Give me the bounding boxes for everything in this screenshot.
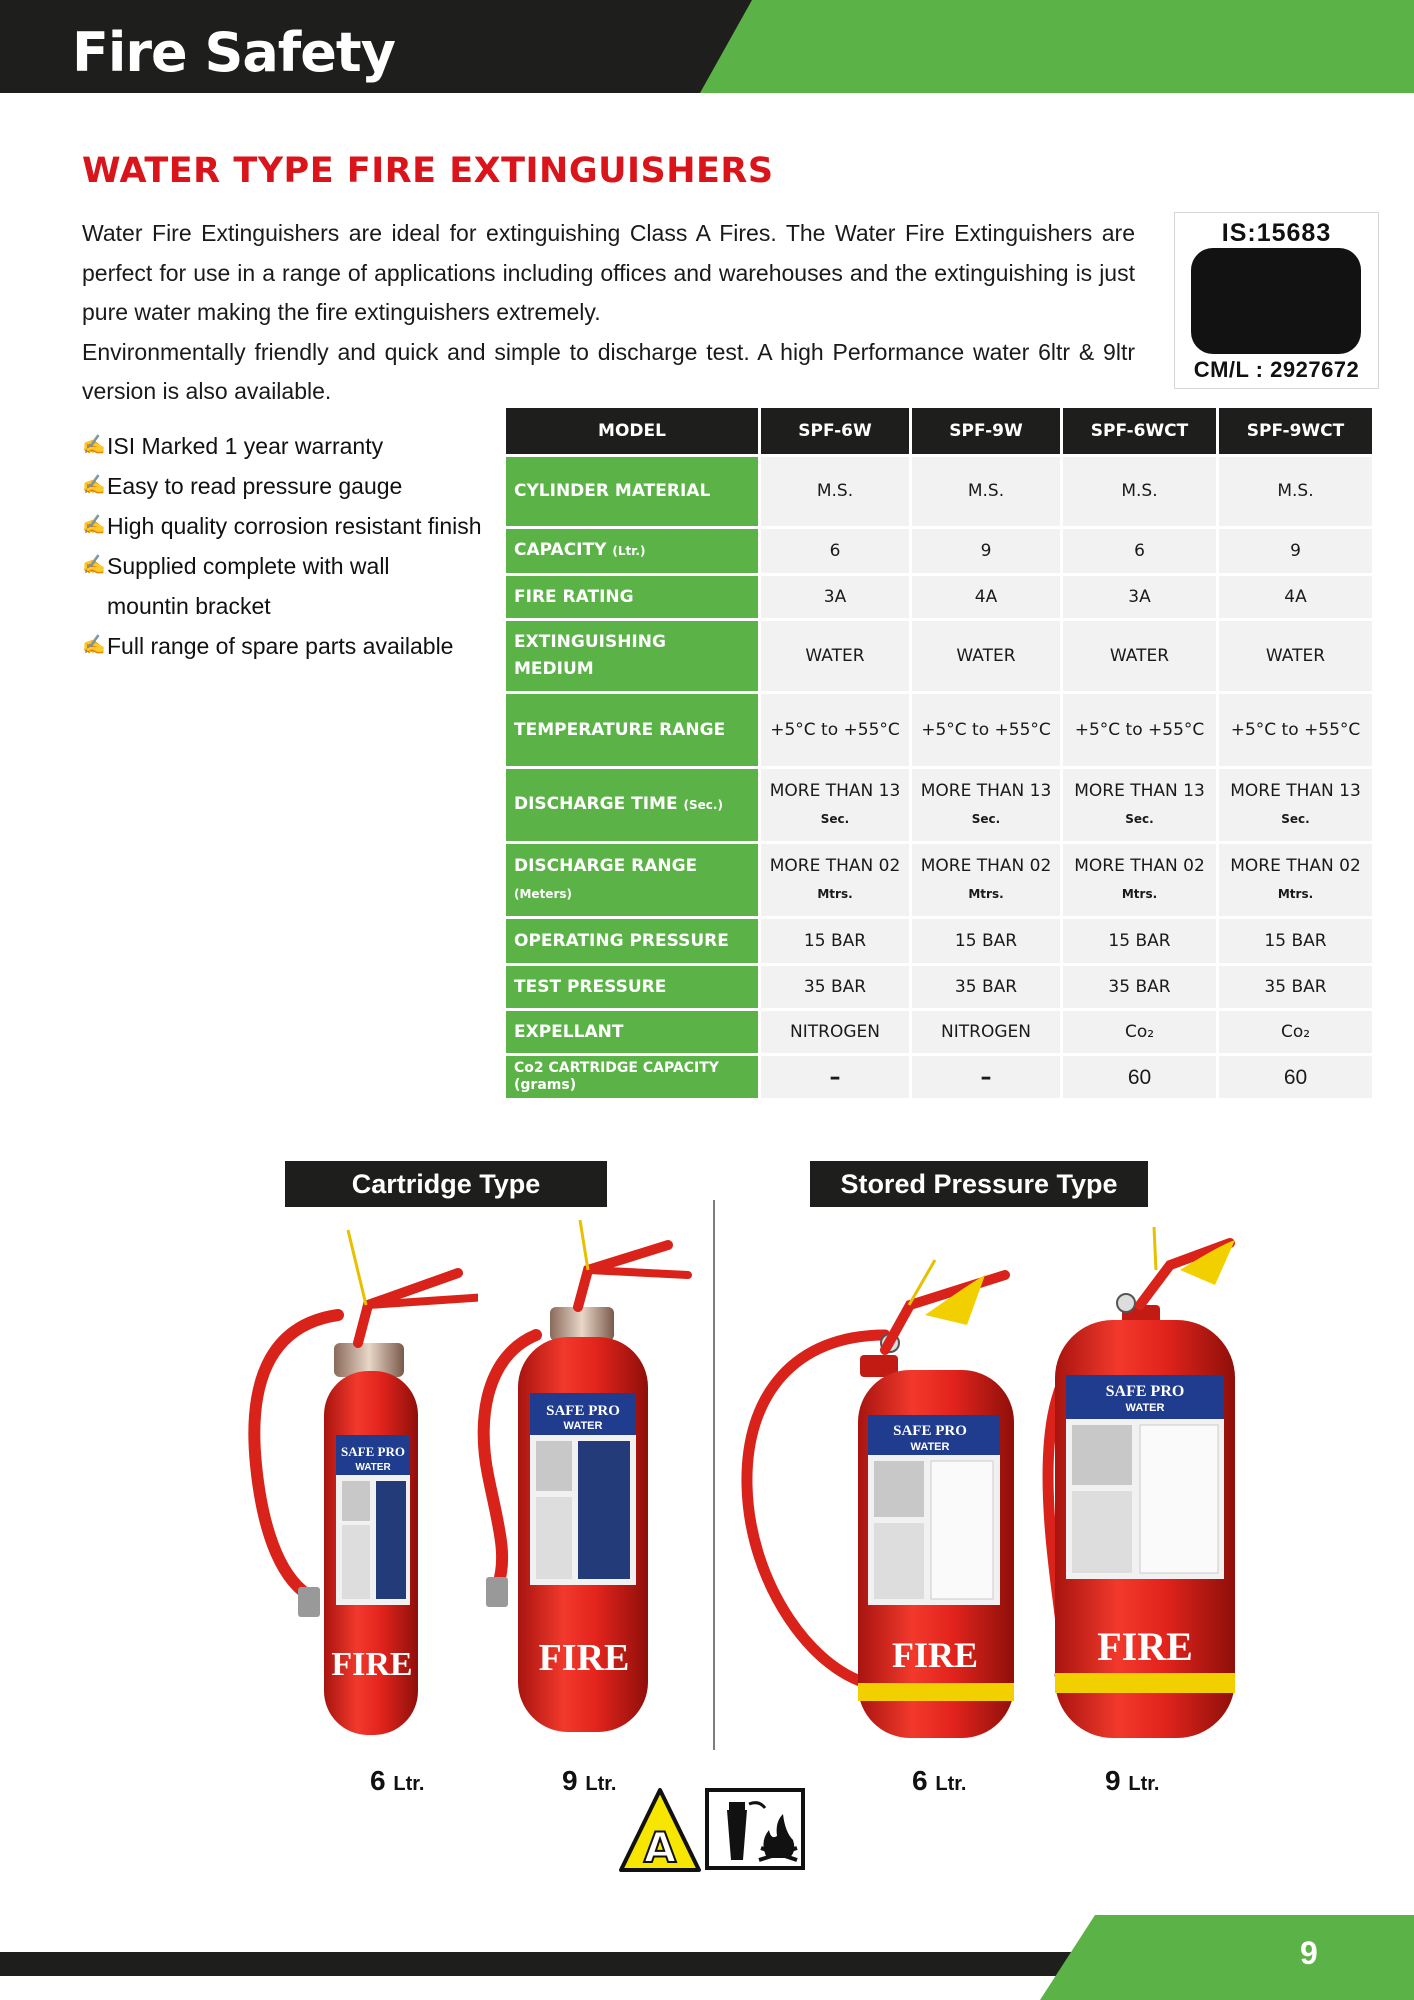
cell-unit: Sec. [971,811,1001,826]
list-item [82,466,507,506]
stored-pressure-type-label: Stored Pressure Type [810,1161,1148,1207]
table-row [506,769,1372,841]
page-title: Fire Safety [72,21,395,84]
stored-pressure-9l-extinguisher-image [1030,1225,1250,1745]
table-cell: NITROGEN [761,1011,909,1053]
description-paragraph-2: Environmentally friendly and quick and simple to discharge test. A high Performance water 6ltr & 9ltr version is also available. [82,338,1135,404]
table-cell: WATER [761,621,909,691]
medium-text: WATER [355,1462,391,1473]
table-cell: +5°C to +55°C [761,694,909,766]
table-cell: M.S. [1063,457,1216,526]
table-cell [912,769,1060,841]
size-unit: Ltr. [585,1773,617,1795]
table-cell: M.S. [1219,457,1372,526]
size-number: 9 [1105,1765,1121,1796]
table-cell: WATER [1063,621,1216,691]
table-row [506,919,1372,963]
description-paragraph-1: Water Fire Extinguishers are ideal for extinguishing Class A Fires. The Water Fire Extinguishers are perfect for use in a range of applications including offices and warehouses and the extinguishing is just pure water making the fire extinguishers extremely. [82,220,1135,325]
row-label-text: DISCHARGE TIME [514,794,678,814]
cell-unit: Sec. [1125,811,1154,826]
pen-bullet-icon: ✍ [82,475,106,496]
row-label [506,769,758,841]
table-cell: 3A [761,576,909,618]
column-header: SPF-6WCT [1063,408,1216,454]
column-header: SPF-9W [912,408,1060,454]
column-header: MODEL [506,408,758,454]
cell-value: MORE THAN 13 [1230,780,1361,801]
stored-pressure-6l-extinguisher-image [735,1255,1025,1745]
size-number: 6 [912,1765,928,1796]
pen-bullet-icon: ✍ [82,515,106,536]
list-item [82,506,507,546]
wood-fire-icon [705,1788,805,1870]
table-cell [1219,844,1372,916]
size-unit: Ltr. [1128,1773,1160,1795]
row-label: OPERATING PRESSURE [506,919,758,963]
feature-text: High quality corrosion resistant finish [107,513,482,539]
table-cell: NITROGEN [912,1011,1060,1053]
isi-mark-icon [1191,248,1361,354]
row-label-unit: (Meters) [514,886,572,901]
row-label [506,529,758,573]
cell-unit: Mtrs. [968,886,1004,901]
table-row [506,966,1372,1008]
row-label [506,844,758,916]
table-row [506,457,1372,526]
row-label: CYLINDER MATERIAL [506,457,758,526]
cartridge-type-label: Cartridge Type [285,1161,607,1207]
size-label [1105,1765,1159,1797]
cell-value: MORE THAN 02 [1230,855,1361,876]
fire-text: FIRE [891,1635,979,1675]
section-divider [713,1200,715,1750]
pen-bullet-icon: ✍ [82,555,106,576]
table-cell: 6 [1063,529,1216,573]
column-header: SPF-9WCT [1219,408,1372,454]
isi-certification-badge [1174,212,1379,389]
table-cell: WATER [912,621,1060,691]
row-label: TEMPERATURE RANGE [506,694,758,766]
pen-bullet-icon: ✍ [82,635,106,656]
size-number: 6 [370,1765,386,1796]
cell-value: MORE THAN 02 [1074,855,1205,876]
table-cell: WATER [1219,621,1372,691]
row-label-text: CAPACITY [514,540,607,560]
footer-accent [1040,1915,1414,2000]
brand-text: SAFE PRO [341,1444,405,1459]
cell-unit: Sec. [820,811,850,826]
feature-text: ISI Marked 1 year warranty [107,433,384,459]
feature-text: Supplied complete with wall mountin bracket [107,553,390,619]
cell-value: MORE THAN 02 [920,855,1052,876]
feature-text: Easy to read pressure gauge [107,473,403,499]
description [82,214,1135,412]
row-label: EXTINGUISHING MEDIUM [506,621,758,691]
table-cell: 35 BAR [1219,966,1372,1008]
table-cell: 4A [912,576,1060,618]
page-number: 9 [1300,1935,1318,1971]
brand-text: SAFE PRO [893,1423,967,1439]
list-item [82,546,397,626]
size-label [370,1765,424,1797]
class-a-fire-icon [617,1786,703,1874]
row-label: TEST PRESSURE [506,966,758,1008]
table-cell: 15 BAR [912,919,1060,963]
table-cell: – [912,1056,1060,1098]
class-letter: A [643,1823,677,1872]
section-heading: WATER TYPE FIRE EXTINGUISHERS [82,151,774,191]
footer-bar [0,1952,1075,1976]
table-cell: 9 [912,529,1060,573]
size-label [562,1765,616,1797]
feature-text: Full range of spare parts available [107,633,454,659]
table-cell [912,844,1060,916]
table-cell: 60 [1063,1056,1216,1098]
cell-unit: Mtrs. [1277,886,1314,901]
medium-text: WATER [563,1420,603,1432]
table-row [506,694,1372,766]
table-cell: 35 BAR [912,966,1060,1008]
list-item [82,626,507,666]
cell-value: MORE THAN 13 [769,780,901,801]
table-cell: – [761,1056,909,1098]
list-item [82,426,507,466]
standard-number: IS:15683 [1221,219,1332,247]
table-cell: 15 BAR [1063,919,1216,963]
table-cell: +5°C to +55°C [912,694,1060,766]
table-cell: +5°C to +55°C [1219,694,1372,766]
spec-table [503,405,1375,1101]
cell-value: MORE THAN 02 [769,855,901,876]
table-cell: 60 [1219,1056,1372,1098]
table-row [506,621,1372,691]
size-number: 9 [562,1765,578,1796]
table-row [506,1056,1372,1098]
feature-list [82,426,507,666]
cell-value: MORE THAN 13 [1074,780,1205,801]
cell-unit: Mtrs. [817,886,853,901]
table-cell: 6 [761,529,909,573]
table-cell [761,769,909,841]
fire-text: FIRE [538,1637,630,1679]
header-accent [700,0,1414,93]
size-unit: Ltr. [393,1773,425,1795]
table-cell [1063,844,1216,916]
table-cell: 35 BAR [1063,966,1216,1008]
table-cell [1219,769,1372,841]
cell-unit: Mtrs. [1121,886,1158,901]
brand-text: SAFE PRO [1105,1383,1185,1400]
table-row [506,1011,1372,1053]
license-number: CM/L : 2927672 [1193,357,1360,382]
medium-text: WATER [1125,1402,1165,1414]
column-header: SPF-6W [761,408,909,454]
fire-text: FIRE [331,1646,413,1683]
table-cell: Co₂ [1219,1011,1372,1053]
table-cell: 9 [1219,529,1372,573]
table-cell: 35 BAR [761,966,909,1008]
row-label-unit: (Ltr.) [612,544,646,558]
table-cell [1063,769,1216,841]
table-cell: +5°C to +55°C [1063,694,1216,766]
table-row [506,576,1372,618]
table-cell [761,844,909,916]
row-label: Co2 CARTRIDGE CAPACITY (grams) [506,1056,758,1098]
cell-value: MORE THAN 13 [920,780,1052,801]
cell-unit: Sec. [1281,811,1310,826]
table-row [506,844,1372,916]
pen-bullet-icon: ✍ [82,435,106,456]
brand-text: SAFE PRO [546,1403,620,1419]
row-label-text: DISCHARGE RANGE [514,855,698,876]
row-label: EXPELLANT [506,1011,758,1053]
fire-text: FIRE [1097,1624,1193,1669]
table-header-row [506,408,1372,454]
medium-text: WATER [910,1441,950,1453]
row-label: FIRE RATING [506,576,758,618]
size-label [912,1765,966,1797]
table-cell: M.S. [761,457,909,526]
table-cell: 15 BAR [761,919,909,963]
size-unit: Ltr. [935,1773,967,1795]
table-row [506,529,1372,573]
table-cell: Co₂ [1063,1011,1216,1053]
table-cell: 4A [1219,576,1372,618]
cartridge-6l-extinguisher-image [238,1225,478,1745]
table-cell: M.S. [912,457,1060,526]
table-cell: 3A [1063,576,1216,618]
cartridge-9l-extinguisher-image [468,1215,698,1745]
row-label-unit: (Sec.) [683,798,723,812]
table-cell: 15 BAR [1219,919,1372,963]
